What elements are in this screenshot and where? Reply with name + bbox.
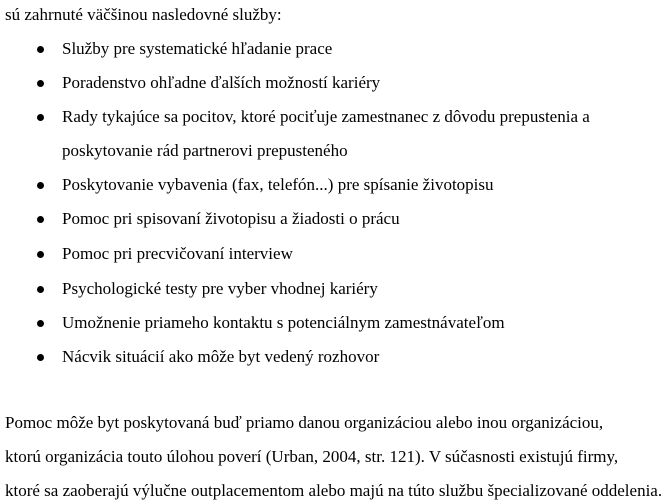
list-item-text: Poradenstvo ohľadne ďalších možností kariéry [62,73,381,92]
bullet-icon [37,182,44,189]
list-item-text: Rady tykajúce sa pocitov, ktoré pociťuje zamestnanec z dôvodu prepustenia a [62,107,590,126]
paragraph-line: ktoré sa zaoberajú výlučne outplacementom alebo majú na túto službu špecializované oddelenia. [5,481,662,500]
list-item-text: Psychologické testy pre vyber vhodnej kariéry [62,279,378,298]
bullet-icon [37,354,44,361]
paragraph-line: Pomoc môže byt poskytovaná buď priamo danou organizáciou alebo inou organizáciou, [5,413,604,432]
bullet-icon [37,114,44,121]
list-item-text-continuation: poskytovanie rád partnerovi prepusteného [62,141,348,160]
paragraph-line: ktorú organizácia touto úlohou poverí (Urban, 2004, str. 121). V súčasnosti existujú firmy, [5,447,619,466]
bullet-icon [37,251,44,258]
list-item-text: Pomoc pri precvičovaní interview [62,244,293,263]
list-item-text: Poskytovanie vybavenia (fax, telefón...) pre spísanie životopisu [62,175,494,194]
list-item-text: Umožnenie priameho kontaktu s potenciálnym zamestnávateľom [62,313,505,332]
bullet-icon [37,286,44,293]
list-item-text: Pomoc pri spisovaní životopisu a žiadosti o prácu [62,209,400,228]
bullet-icon [37,320,44,327]
list-item-text: Služby pre systematické hľadanie prace [62,39,333,58]
bullet-icon [37,216,44,223]
bullet-icon [37,80,44,87]
intro-line: sú zahrnuté väčšinou nasledovné služby: [5,5,282,24]
list-item-text: Nácvik situácií ako môže byt vedený rozhovor [62,347,380,366]
bullet-icon [37,46,44,53]
